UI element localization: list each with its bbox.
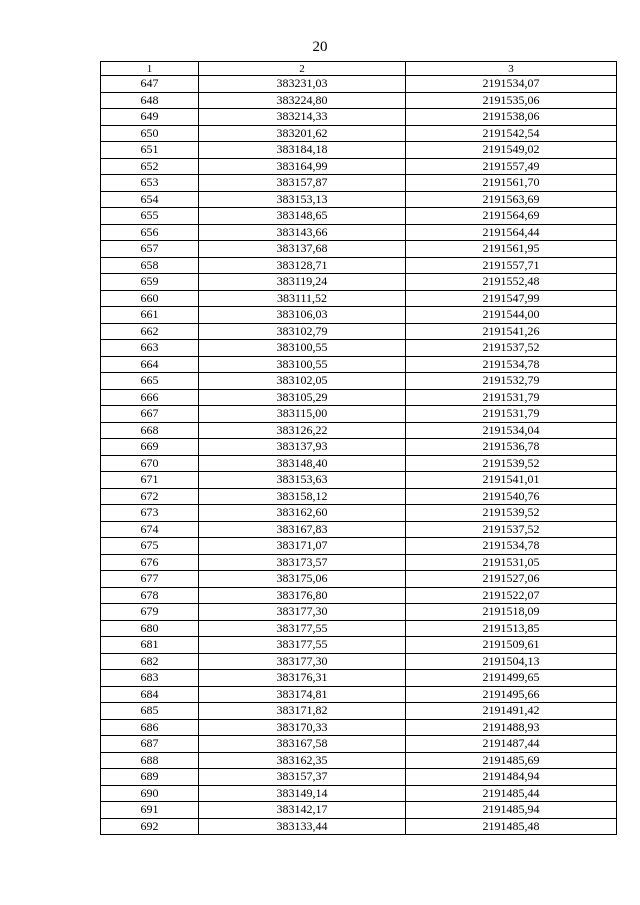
- cell-point-number: 649: [101, 109, 199, 126]
- cell-y-coordinate: 2191488,93: [406, 719, 617, 736]
- cell-y-coordinate: 2191538,06: [406, 109, 617, 126]
- cell-point-number: 670: [101, 455, 199, 472]
- cell-y-coordinate: 2191563,69: [406, 191, 617, 208]
- cell-point-number: 655: [101, 208, 199, 225]
- table-body: [101, 76, 617, 835]
- cell-x-coordinate: 383162,60: [199, 505, 406, 522]
- column-header-x-coordinate: 2: [199, 62, 406, 76]
- cell-y-coordinate: 2191531,79: [406, 406, 617, 423]
- cell-point-number: 691: [101, 802, 199, 819]
- column-header-point-number: 1: [101, 62, 199, 76]
- table-row: [101, 521, 617, 538]
- cell-y-coordinate: 2191539,52: [406, 505, 617, 522]
- cell-x-coordinate: 383177,55: [199, 620, 406, 637]
- cell-y-coordinate: 2191485,69: [406, 752, 617, 769]
- cell-x-coordinate: 383153,63: [199, 472, 406, 489]
- table-row: [101, 224, 617, 241]
- cell-point-number: 661: [101, 307, 199, 324]
- cell-y-coordinate: 2191485,94: [406, 802, 617, 819]
- cell-y-coordinate: 2191522,07: [406, 587, 617, 604]
- cell-point-number: 669: [101, 439, 199, 456]
- cell-point-number: 667: [101, 406, 199, 423]
- cell-point-number: 662: [101, 323, 199, 340]
- cell-point-number: 671: [101, 472, 199, 489]
- cell-point-number: 653: [101, 175, 199, 192]
- cell-y-coordinate: 2191491,42: [406, 703, 617, 720]
- table-row: [101, 686, 617, 703]
- cell-point-number: 680: [101, 620, 199, 637]
- cell-x-coordinate: 383105,29: [199, 389, 406, 406]
- table-row: [101, 620, 617, 637]
- cell-y-coordinate: 2191549,02: [406, 142, 617, 159]
- cell-y-coordinate: 2191557,49: [406, 158, 617, 175]
- cell-point-number: 690: [101, 785, 199, 802]
- cell-x-coordinate: 383128,71: [199, 257, 406, 274]
- table-row: [101, 125, 617, 142]
- cell-x-coordinate: 383149,14: [199, 785, 406, 802]
- cell-y-coordinate: 2191541,01: [406, 472, 617, 489]
- table-row: [101, 554, 617, 571]
- cell-x-coordinate: 383177,55: [199, 637, 406, 654]
- cell-x-coordinate: 383100,55: [199, 356, 406, 373]
- cell-y-coordinate: 2191531,05: [406, 554, 617, 571]
- cell-x-coordinate: 383102,79: [199, 323, 406, 340]
- cell-x-coordinate: 383100,55: [199, 340, 406, 357]
- table-row: [101, 604, 617, 621]
- cell-y-coordinate: 2191487,44: [406, 736, 617, 753]
- cell-point-number: 677: [101, 571, 199, 588]
- cell-x-coordinate: 383126,22: [199, 422, 406, 439]
- cell-x-coordinate: 383170,33: [199, 719, 406, 736]
- table-row: [101, 439, 617, 456]
- cell-x-coordinate: 383201,62: [199, 125, 406, 142]
- cell-point-number: 648: [101, 92, 199, 109]
- cell-point-number: 682: [101, 653, 199, 670]
- cell-y-coordinate: 2191539,52: [406, 455, 617, 472]
- table-row: [101, 241, 617, 258]
- cell-x-coordinate: 383148,40: [199, 455, 406, 472]
- cell-point-number: 681: [101, 637, 199, 654]
- cell-x-coordinate: 383111,52: [199, 290, 406, 307]
- table-row: [101, 208, 617, 225]
- cell-x-coordinate: 383157,87: [199, 175, 406, 192]
- cell-point-number: 665: [101, 373, 199, 390]
- table-row: [101, 373, 617, 390]
- cell-point-number: 676: [101, 554, 199, 571]
- cell-y-coordinate: 2191485,44: [406, 785, 617, 802]
- cell-point-number: 666: [101, 389, 199, 406]
- table-row: [101, 290, 617, 307]
- table-row: [101, 142, 617, 159]
- cell-point-number: 663: [101, 340, 199, 357]
- cell-y-coordinate: 2191495,66: [406, 686, 617, 703]
- table-row: [101, 538, 617, 555]
- cell-x-coordinate: 383137,93: [199, 439, 406, 456]
- cell-y-coordinate: 2191532,79: [406, 373, 617, 390]
- cell-y-coordinate: 2191534,78: [406, 356, 617, 373]
- cell-y-coordinate: 2191561,70: [406, 175, 617, 192]
- cell-x-coordinate: 383157,37: [199, 769, 406, 786]
- table-row: [101, 736, 617, 753]
- cell-y-coordinate: 2191547,99: [406, 290, 617, 307]
- cell-point-number: 684: [101, 686, 199, 703]
- table-row: [101, 785, 617, 802]
- cell-x-coordinate: 383119,24: [199, 274, 406, 291]
- table-row: [101, 472, 617, 489]
- cell-point-number: 692: [101, 818, 199, 835]
- cell-point-number: 674: [101, 521, 199, 538]
- table-row: [101, 175, 617, 192]
- cell-point-number: 664: [101, 356, 199, 373]
- cell-point-number: 686: [101, 719, 199, 736]
- table-row: [101, 257, 617, 274]
- table-row: [101, 406, 617, 423]
- cell-x-coordinate: 383167,58: [199, 736, 406, 753]
- cell-y-coordinate: 2191485,48: [406, 818, 617, 835]
- cell-point-number: 675: [101, 538, 199, 555]
- cell-y-coordinate: 2191534,04: [406, 422, 617, 439]
- cell-point-number: 678: [101, 587, 199, 604]
- cell-x-coordinate: 383171,07: [199, 538, 406, 555]
- table-row: [101, 274, 617, 291]
- cell-y-coordinate: 2191540,76: [406, 488, 617, 505]
- cell-x-coordinate: 383174,81: [199, 686, 406, 703]
- cell-point-number: 687: [101, 736, 199, 753]
- column-header-y-coordinate: 3: [406, 62, 617, 76]
- table-row: [101, 587, 617, 604]
- table-row: [101, 752, 617, 769]
- table-row: [101, 802, 617, 819]
- cell-x-coordinate: 383176,31: [199, 670, 406, 687]
- cell-x-coordinate: 383184,18: [199, 142, 406, 159]
- table-row: [101, 109, 617, 126]
- page-number: 20: [312, 39, 328, 55]
- cell-x-coordinate: 383115,00: [199, 406, 406, 423]
- cell-point-number: 659: [101, 274, 199, 291]
- cell-point-number: 688: [101, 752, 199, 769]
- cell-y-coordinate: 2191564,44: [406, 224, 617, 241]
- cell-point-number: 673: [101, 505, 199, 522]
- cell-point-number: 657: [101, 241, 199, 258]
- cell-x-coordinate: 383148,65: [199, 208, 406, 225]
- cell-x-coordinate: 383177,30: [199, 653, 406, 670]
- cell-x-coordinate: 383102,05: [199, 373, 406, 390]
- cell-y-coordinate: 2191541,26: [406, 323, 617, 340]
- cell-x-coordinate: 383162,35: [199, 752, 406, 769]
- table-row: [101, 505, 617, 522]
- cell-x-coordinate: 383153,13: [199, 191, 406, 208]
- table-row: [101, 488, 617, 505]
- cell-y-coordinate: 2191518,09: [406, 604, 617, 621]
- table-row: [101, 356, 617, 373]
- cell-y-coordinate: 2191535,06: [406, 92, 617, 109]
- cell-point-number: 658: [101, 257, 199, 274]
- table-row: [101, 92, 617, 109]
- cell-x-coordinate: 383106,03: [199, 307, 406, 324]
- coordinates-table: [100, 61, 617, 835]
- header-row: [101, 62, 617, 76]
- cell-y-coordinate: 2191513,85: [406, 620, 617, 637]
- cell-x-coordinate: 383142,17: [199, 802, 406, 819]
- cell-y-coordinate: 2191499,65: [406, 670, 617, 687]
- cell-point-number: 650: [101, 125, 199, 142]
- cell-point-number: 679: [101, 604, 199, 621]
- cell-y-coordinate: 2191537,52: [406, 340, 617, 357]
- table-row: [101, 670, 617, 687]
- cell-y-coordinate: 2191509,61: [406, 637, 617, 654]
- cell-y-coordinate: 2191527,06: [406, 571, 617, 588]
- table-row: [101, 76, 617, 93]
- table-row: [101, 818, 617, 835]
- cell-point-number: 672: [101, 488, 199, 505]
- cell-y-coordinate: 2191557,71: [406, 257, 617, 274]
- cell-x-coordinate: 383171,82: [199, 703, 406, 720]
- cell-y-coordinate: 2191536,78: [406, 439, 617, 456]
- cell-point-number: 668: [101, 422, 199, 439]
- cell-point-number: 656: [101, 224, 199, 241]
- table-row: [101, 571, 617, 588]
- cell-y-coordinate: 2191484,94: [406, 769, 617, 786]
- cell-y-coordinate: 2191534,07: [406, 76, 617, 93]
- table-row: [101, 637, 617, 654]
- cell-x-coordinate: 383175,06: [199, 571, 406, 588]
- cell-x-coordinate: 383167,83: [199, 521, 406, 538]
- cell-point-number: 652: [101, 158, 199, 175]
- table-row: [101, 340, 617, 357]
- cell-y-coordinate: 2191534,78: [406, 538, 617, 555]
- cell-point-number: 685: [101, 703, 199, 720]
- cell-y-coordinate: 2191542,54: [406, 125, 617, 142]
- cell-x-coordinate: 383176,80: [199, 587, 406, 604]
- cell-x-coordinate: 383133,44: [199, 818, 406, 835]
- table-header: [101, 62, 617, 76]
- cell-point-number: 651: [101, 142, 199, 159]
- table-row: [101, 422, 617, 439]
- table-row: [101, 719, 617, 736]
- cell-y-coordinate: 2191537,52: [406, 521, 617, 538]
- cell-y-coordinate: 2191552,48: [406, 274, 617, 291]
- cell-x-coordinate: 383137,68: [199, 241, 406, 258]
- table-row: [101, 769, 617, 786]
- cell-x-coordinate: 383173,57: [199, 554, 406, 571]
- cell-point-number: 689: [101, 769, 199, 786]
- cell-y-coordinate: 2191564,69: [406, 208, 617, 225]
- cell-x-coordinate: 383231,03: [199, 76, 406, 93]
- table-row: [101, 455, 617, 472]
- cell-y-coordinate: 2191561,95: [406, 241, 617, 258]
- cell-y-coordinate: 2191544,00: [406, 307, 617, 324]
- table-row: [101, 389, 617, 406]
- cell-x-coordinate: 383158,12: [199, 488, 406, 505]
- table-row: [101, 158, 617, 175]
- cell-x-coordinate: 383214,33: [199, 109, 406, 126]
- cell-point-number: 660: [101, 290, 199, 307]
- cell-point-number: 647: [101, 76, 199, 93]
- cell-x-coordinate: 383143,66: [199, 224, 406, 241]
- cell-x-coordinate: 383224,80: [199, 92, 406, 109]
- cell-x-coordinate: 383177,30: [199, 604, 406, 621]
- table-row: [101, 653, 617, 670]
- cell-point-number: 654: [101, 191, 199, 208]
- cell-y-coordinate: 2191531,79: [406, 389, 617, 406]
- table-row: [101, 307, 617, 324]
- table-row: [101, 191, 617, 208]
- table-row: [101, 323, 617, 340]
- table-row: [101, 703, 617, 720]
- cell-x-coordinate: 383164,99: [199, 158, 406, 175]
- cell-y-coordinate: 2191504,13: [406, 653, 617, 670]
- cell-point-number: 683: [101, 670, 199, 687]
